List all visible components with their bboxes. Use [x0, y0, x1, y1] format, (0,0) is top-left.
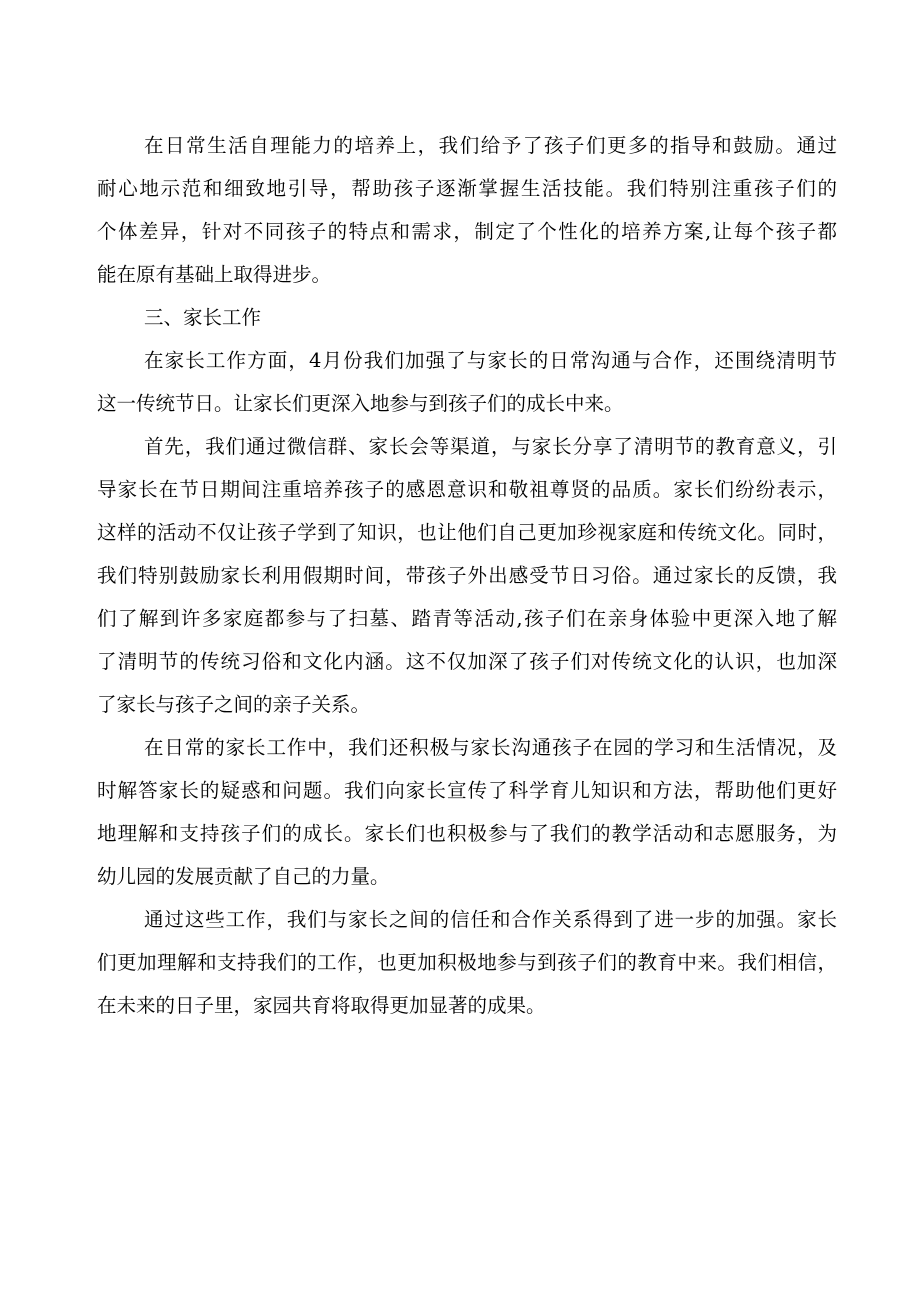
- paragraph-line: 了家长与孩子之间的亲子关系。: [97, 693, 371, 716]
- paragraph-line: 们了解到许多家庭都参与了扫墓、踏青等活动,孩子们在亲身体验中更深入地了解: [97, 607, 837, 630]
- paragraph-line: 幼儿园的发展贡献了自己的力量。: [97, 865, 390, 888]
- paragraph-line: 地理解和支持孩子们的成长。家长们也积极参与了我们的教学活动和志愿服务，为: [97, 822, 837, 845]
- paragraph-line: 这样的活动不仅让孩子学到了知识，也让他们自己更加珍视家庭和传统文化。同时，: [97, 521, 837, 544]
- document-body: [97, 124, 837, 1027]
- section-heading: 三、家长工作: [144, 306, 262, 329]
- paragraph-qingming: [97, 425, 837, 726]
- paragraph-line: 了清明节的传统习俗和文化内涵。这不仅加深了孩子们对传统文化的认识，也加深: [97, 650, 837, 673]
- paragraph-line: 们更加理解和支持我们的工作，也更加积极地参与到孩子们的教育中来。我们相信，: [97, 951, 837, 974]
- paragraph-line: 导家长在节日期间注重培养孩子的感恩意识和敬祖尊贤的品质。家长们纷纷表示，: [97, 478, 837, 501]
- paragraph-line: 首先，我们通过微信群、家长会等渠道，与家长分享了清明节的教育意义，引: [144, 435, 837, 458]
- paragraph-daily-communication: [97, 726, 837, 898]
- paragraph-line: 时解答家长的疑惑和问题。我们向家长宣传了科学育儿知识和方法，帮助他们更好: [97, 779, 837, 802]
- paragraph-line: 能在原有基础上取得进步。: [97, 263, 332, 286]
- paragraph-line: 在日常的家长工作中，我们还积极与家长沟通孩子在园的学习和生活情况，及: [144, 736, 837, 759]
- paragraph-parent-work-intro: [97, 339, 837, 425]
- paragraph-line: 通过这些工作，我们与家长之间的信任和合作关系得到了进一步的加强。家长: [144, 908, 837, 931]
- paragraph-line: 在日常生活自理能力的培养上，我们给予了孩子们更多的指导和鼓励。通过: [144, 134, 837, 157]
- paragraph-conclusion: [97, 898, 837, 1027]
- paragraph-line: 这一传统节日。让家长们更深入地参与到孩子们的成长中来。: [97, 392, 624, 415]
- paragraph-line: 我们特别鼓励家长利用假期时间，带孩子外出感受节日习俗。通过家长的反馈，我: [97, 564, 837, 587]
- paragraph-self-care: [97, 124, 837, 296]
- paragraph-line: 耐心地示范和细致地引导，帮助孩子逐渐掌握生活技能。我们特别注重孩子们的: [97, 177, 837, 200]
- paragraph-line: 在家长工作方面，4月份我们加强了与家长的日常沟通与合作，还围绕清明节: [144, 349, 837, 372]
- paragraph-line: 在未来的日子里，家园共育将取得更加显著的成果。: [97, 994, 546, 1017]
- paragraph-line: 个体差异，针对不同孩子的特点和需求，制定了个性化的培养方案,让每个孩子都: [97, 220, 837, 243]
